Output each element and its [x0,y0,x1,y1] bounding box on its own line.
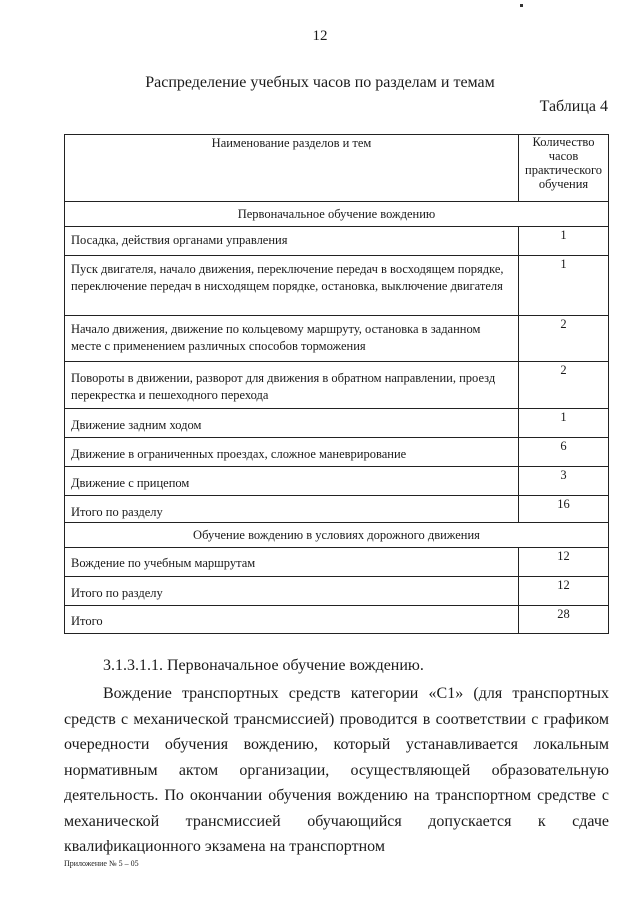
paragraph-body: Вождение транспортных средств категории «С1» (для транспортных средств с механической трансмиссией) проводится в соответствии с графиком очередности обучения вождению, который устанавливается локальным нормативным актом организации, осуществляющей образовательную деятельность. По окончании обучения вождению на транспортном средстве с механической трансмиссией обучающийся допускается к сдаче квалификационного экзамена на транспортном [64,685,609,855]
row-hours: 2 [519,316,609,362]
row-hours: 2 [519,362,609,409]
footer-note: Приложение № 5 – 05 [64,859,139,868]
section-row [65,523,609,548]
row-hours: 1 [519,227,609,256]
hours-distribution-table [64,134,609,634]
table-header-row [65,135,609,202]
header-name-cell: Наименование разделов и тем [65,135,519,202]
row-name: Движение в ограниченных проездах, сложное маневрирование [65,438,519,467]
row-name: Повороты в движении, разворот для движения в обратном направлении, проезд перекрестка и пешеходного перехода [65,362,519,409]
table-row [65,438,609,467]
row-name: Посадка, действия органами управления [65,227,519,256]
row-name: Вождение по учебным маршрутам [65,548,519,577]
section-row [65,202,609,227]
row-name: Итого по разделу [65,496,519,523]
table-label: Таблица 4 [539,98,608,115]
row-hours: 16 [519,496,609,523]
scan-mark [520,4,523,7]
row-hours: 12 [519,577,609,606]
row-hours: 12 [519,548,609,577]
table-row [65,256,609,316]
table-row [65,316,609,362]
document-title: Распределение учебных часов по разделам и темам [145,74,495,91]
row-name: Начало движения, движение по кольцевому маршруту, остановка в заданном месте с применением различных способов торможения [65,316,519,362]
table-row [65,548,609,577]
total-row [65,606,609,634]
header-hours-cell: Количество часов практического обучения [519,135,609,202]
row-hours: 3 [519,467,609,496]
page-number: 12 [312,28,328,44]
table-row [65,467,609,496]
row-hours: 28 [519,606,609,634]
table-row [65,362,609,409]
subtotal-row [65,577,609,606]
subtotal-row [65,496,609,523]
table-row [65,409,609,438]
paragraph-heading: 3.1.3.1.1. Первоначальное обучение вождению. [103,657,424,674]
row-hours: 1 [519,409,609,438]
row-name: Движение с прицепом [65,467,519,496]
row-name: Движение задним ходом [65,409,519,438]
row-hours: 6 [519,438,609,467]
row-name: Итого [65,606,519,634]
row-hours: 1 [519,256,609,316]
row-name: Итого по разделу [65,577,519,606]
table-row [65,227,609,256]
row-name: Пуск двигателя, начало движения, переключение передач в восходящем порядке, переключение передач в нисходящем порядке, остановка, выключение двигателя [65,256,519,316]
section-title: Обучение вождению в условиях дорожного движения [65,523,609,548]
section-title: Первоначальное обучение вождению [65,202,609,227]
